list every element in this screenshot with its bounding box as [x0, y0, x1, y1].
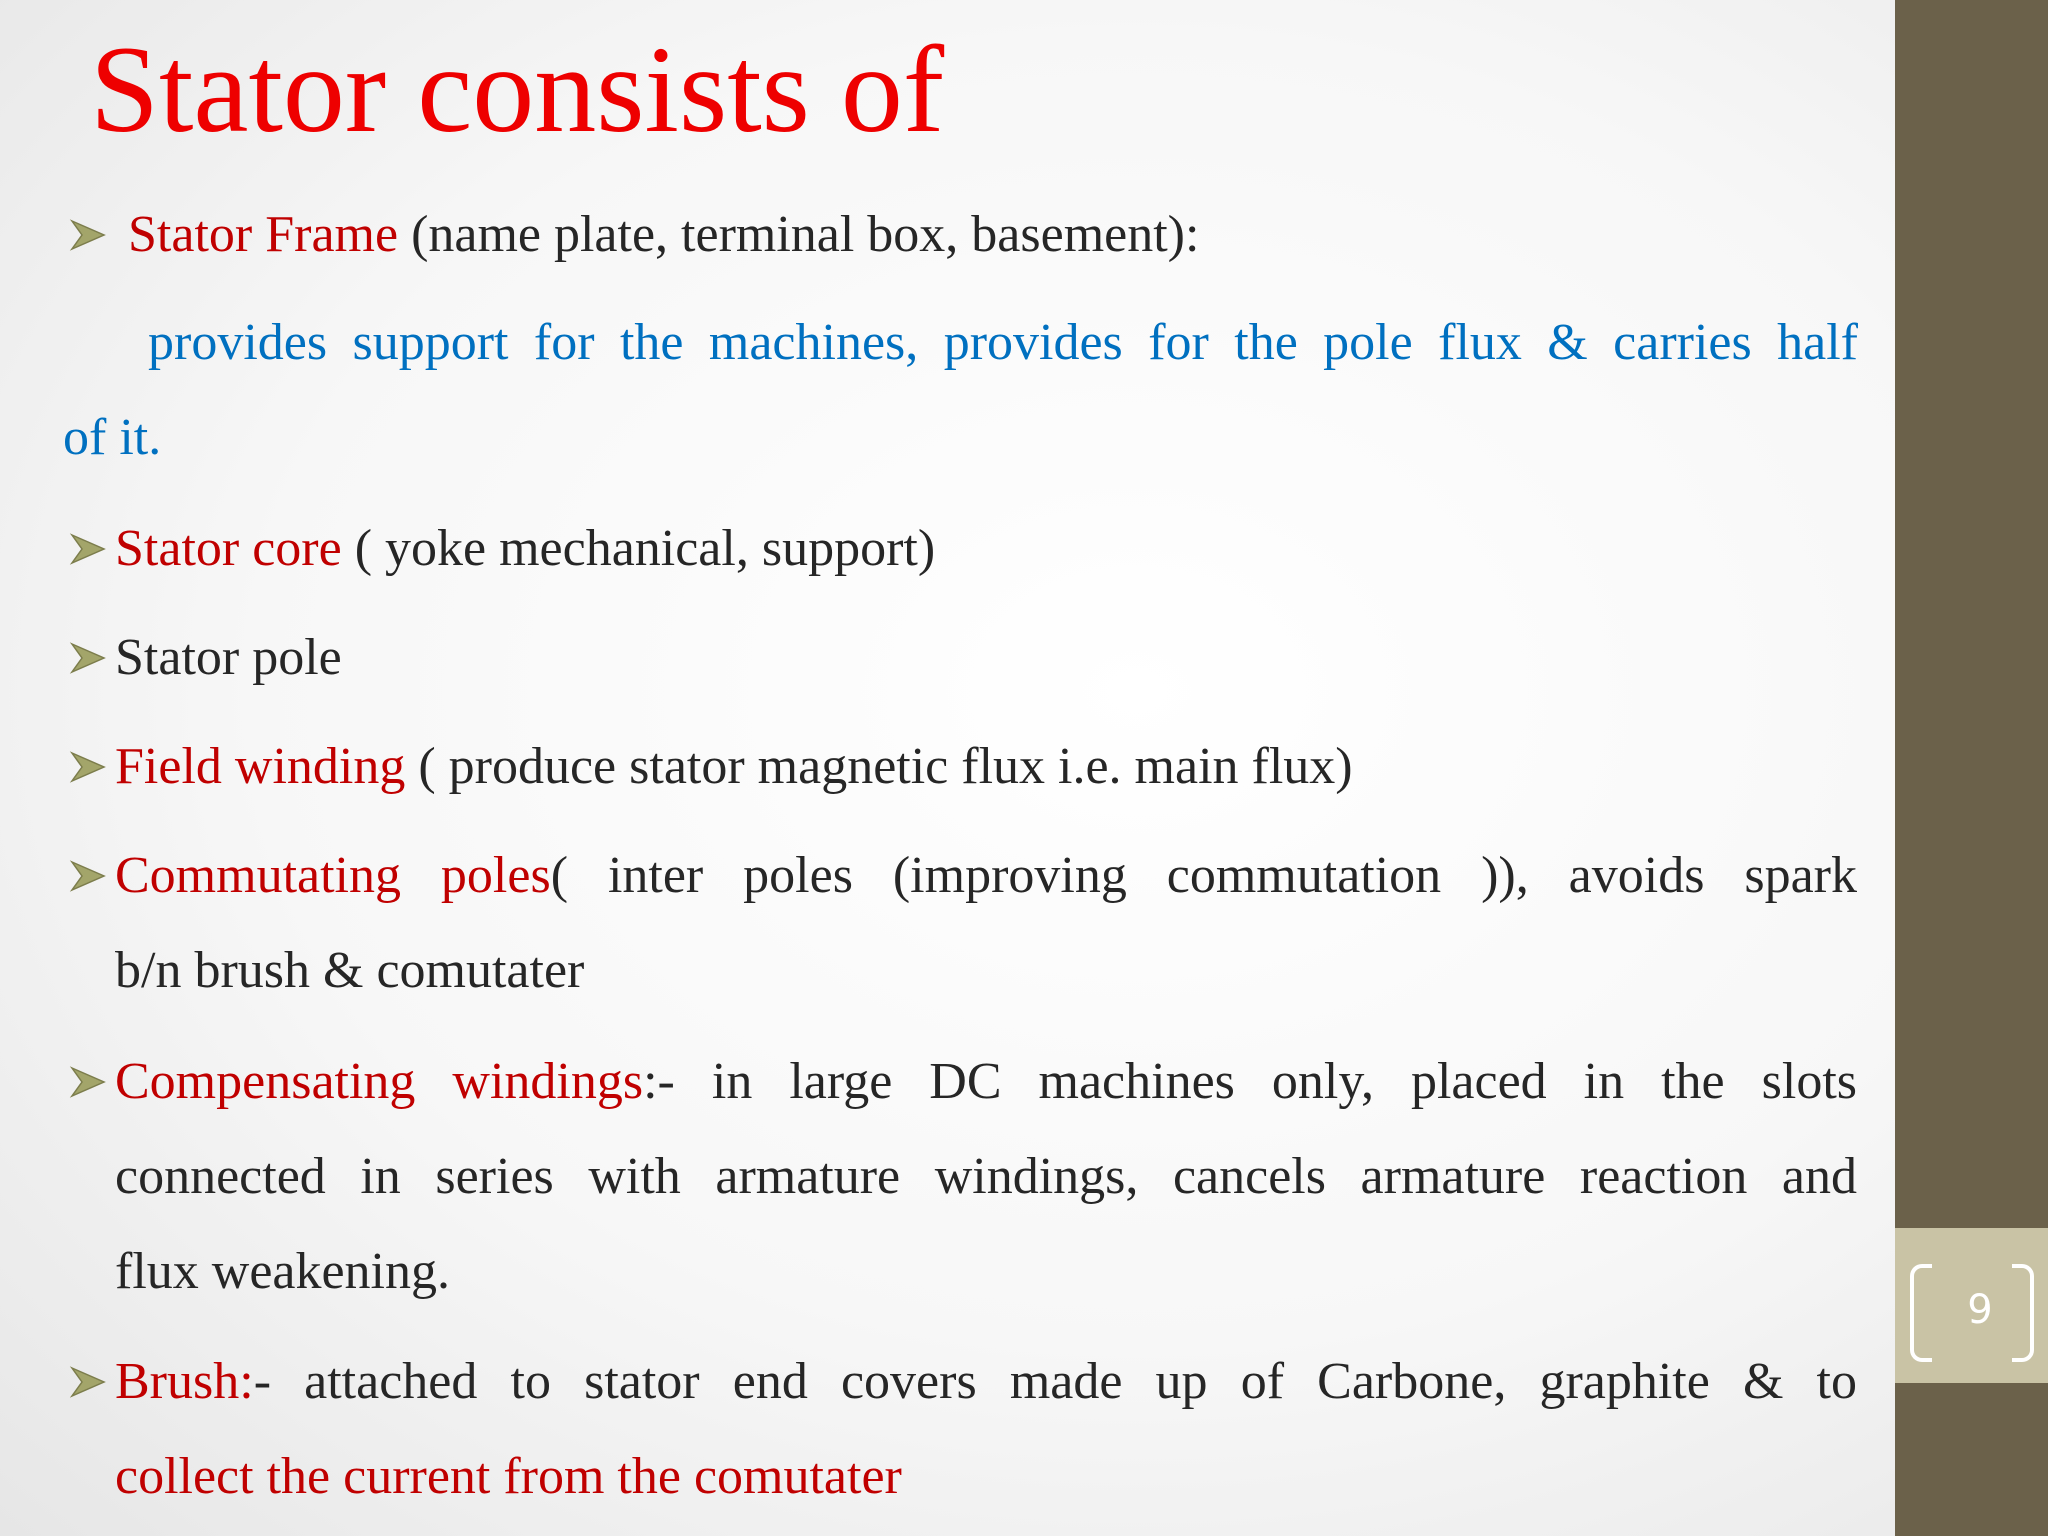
item-term: Stator core — [115, 520, 342, 577]
arrow-bullet-icon — [68, 215, 108, 255]
item-text: ( produce stator magnetic flux i.e. main flux) — [405, 738, 1353, 795]
list-item — [115, 732, 1353, 802]
list-item — [115, 1047, 1857, 1117]
arrow-bullet-icon — [68, 1362, 108, 1402]
item-text: ( yoke mechanical, support) — [341, 520, 936, 577]
item-description: provides support for the machines, provides for the pole flux & carries half — [148, 314, 1858, 371]
list-item — [115, 841, 1857, 911]
list-item — [115, 1347, 1857, 1417]
item-text: ( inter poles (improving commutation )), avoids spark — [550, 847, 1857, 904]
item-term: Stator Frame — [128, 206, 399, 263]
item-text-cont: collect the current from the comutater — [115, 1448, 902, 1505]
item-text-cont: b/n brush & comutater — [115, 942, 585, 999]
arrow-bullet-icon — [68, 747, 108, 787]
left-bracket-icon — [1910, 1264, 1932, 1362]
item-text: :- in large DC machines only, placed in the slots — [643, 1053, 1857, 1110]
list-item — [115, 514, 935, 584]
list-item — [128, 200, 1199, 270]
item-text-cont: flux weakening. — [115, 1243, 451, 1300]
arrow-bullet-icon — [68, 638, 108, 678]
arrow-bullet-icon — [68, 529, 108, 569]
slide-title: Stator consists of — [90, 21, 945, 158]
arrow-bullet-icon — [68, 856, 108, 896]
item-term: Field winding — [115, 738, 406, 795]
item-term: Commutating poles — [115, 847, 551, 904]
item-text: (name plate, terminal box, basement): — [398, 206, 1200, 263]
item-term: Brush: — [115, 1353, 254, 1410]
item-description-cont: of it. — [63, 409, 162, 466]
arrow-bullet-icon — [68, 1062, 108, 1102]
page-number: 9 — [1967, 1287, 1993, 1333]
item-text: - attached to stator end covers made up of Carbone, graphite & to — [253, 1353, 1857, 1410]
item-text-cont: connected in series with armature windings, cancels armature reaction and — [115, 1148, 1857, 1205]
item-term: Compensating windings — [115, 1053, 644, 1110]
list-item: Stator pole — [115, 629, 342, 686]
